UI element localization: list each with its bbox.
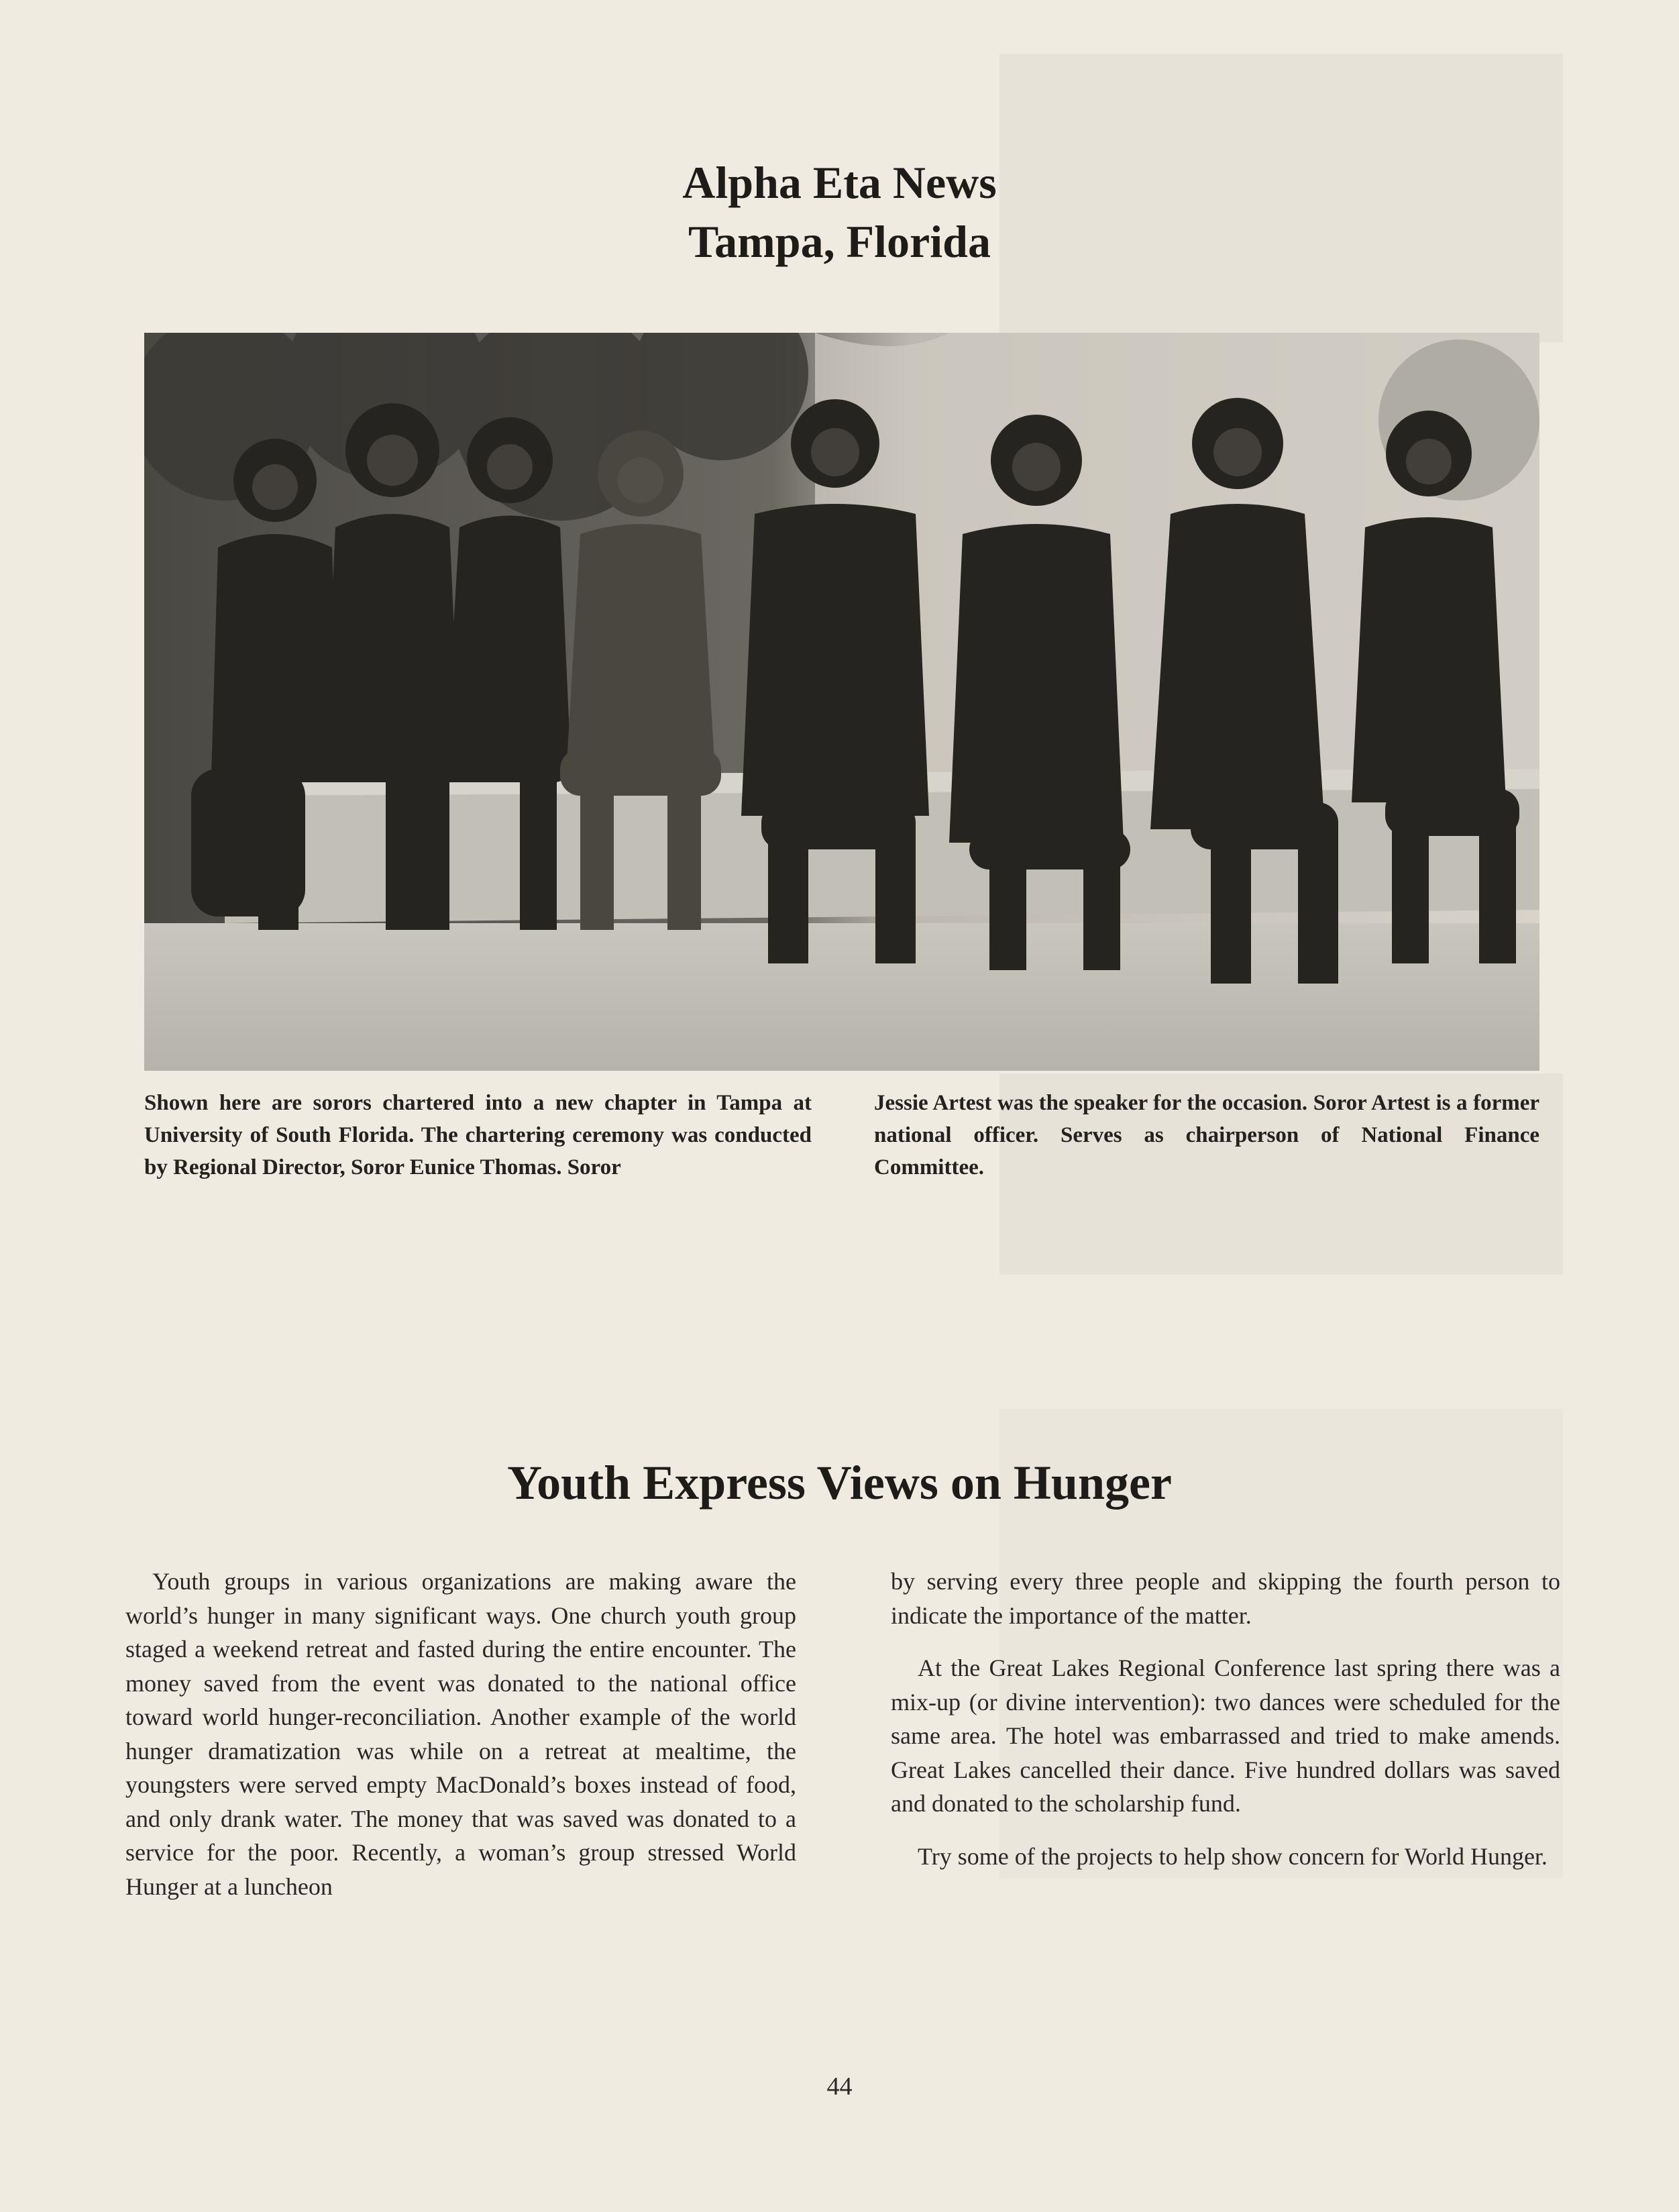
article-column-left bbox=[125, 1565, 796, 1903]
group-photo bbox=[144, 333, 1539, 1071]
page-subtitle: Tampa, Florida bbox=[688, 216, 991, 267]
page-title: Alpha Eta News bbox=[682, 157, 997, 208]
page-number: 44 bbox=[826, 2072, 853, 2101]
photo-caption-left: Shown here are sorors chartered into a new chapter in Tampa at University of South Florida. The chartering ceremony was conducted by Regional Director, Soror Eunice Thomas. Soror bbox=[144, 1091, 812, 1179]
article-column-right bbox=[891, 1565, 1560, 1873]
article-paragraph: At the Great Lakes Regional Conference last spring there was a mix-up (or divine intervention): two dances were scheduled for the same area. The hotel was embarrassed and tried to make amends. Great Lakes cancelled their dance. Five hundred dollars was saved and donated to the scholarship fund. bbox=[891, 1654, 1560, 1817]
article-paragraph-continued: by serving every three people and skipping the fourth person to indicate the importance of the matter. bbox=[891, 1568, 1560, 1629]
article-paragraph: Youth groups in various organizations are making aware the world’s hunger in many significant ways. One church youth group staged a weekend retreat and fasted during the entire encounter. The money saved from the event was donated to the national office toward world hunger-reconciliation. Another example of the world hunger dramatization was while on a retreat at mealtime, the youngsters were served empty MacDonald’s boxes instead of food, and only drank water. The money that was saved was donated to a service for the poor. Recently, a woman’s group stressed World Hunger at a luncheon bbox=[125, 1568, 796, 1900]
photo-caption-right: Jessie Artest was the speaker for the occasion. Soror Artest is a former national officer. Serves as chairperson of National Finance Committee. bbox=[874, 1091, 1539, 1179]
article-paragraph: Try some of the projects to help show concern for World Hunger. bbox=[918, 1842, 1548, 1870]
article-title: Youth Express Views on Hunger bbox=[507, 1456, 1172, 1510]
